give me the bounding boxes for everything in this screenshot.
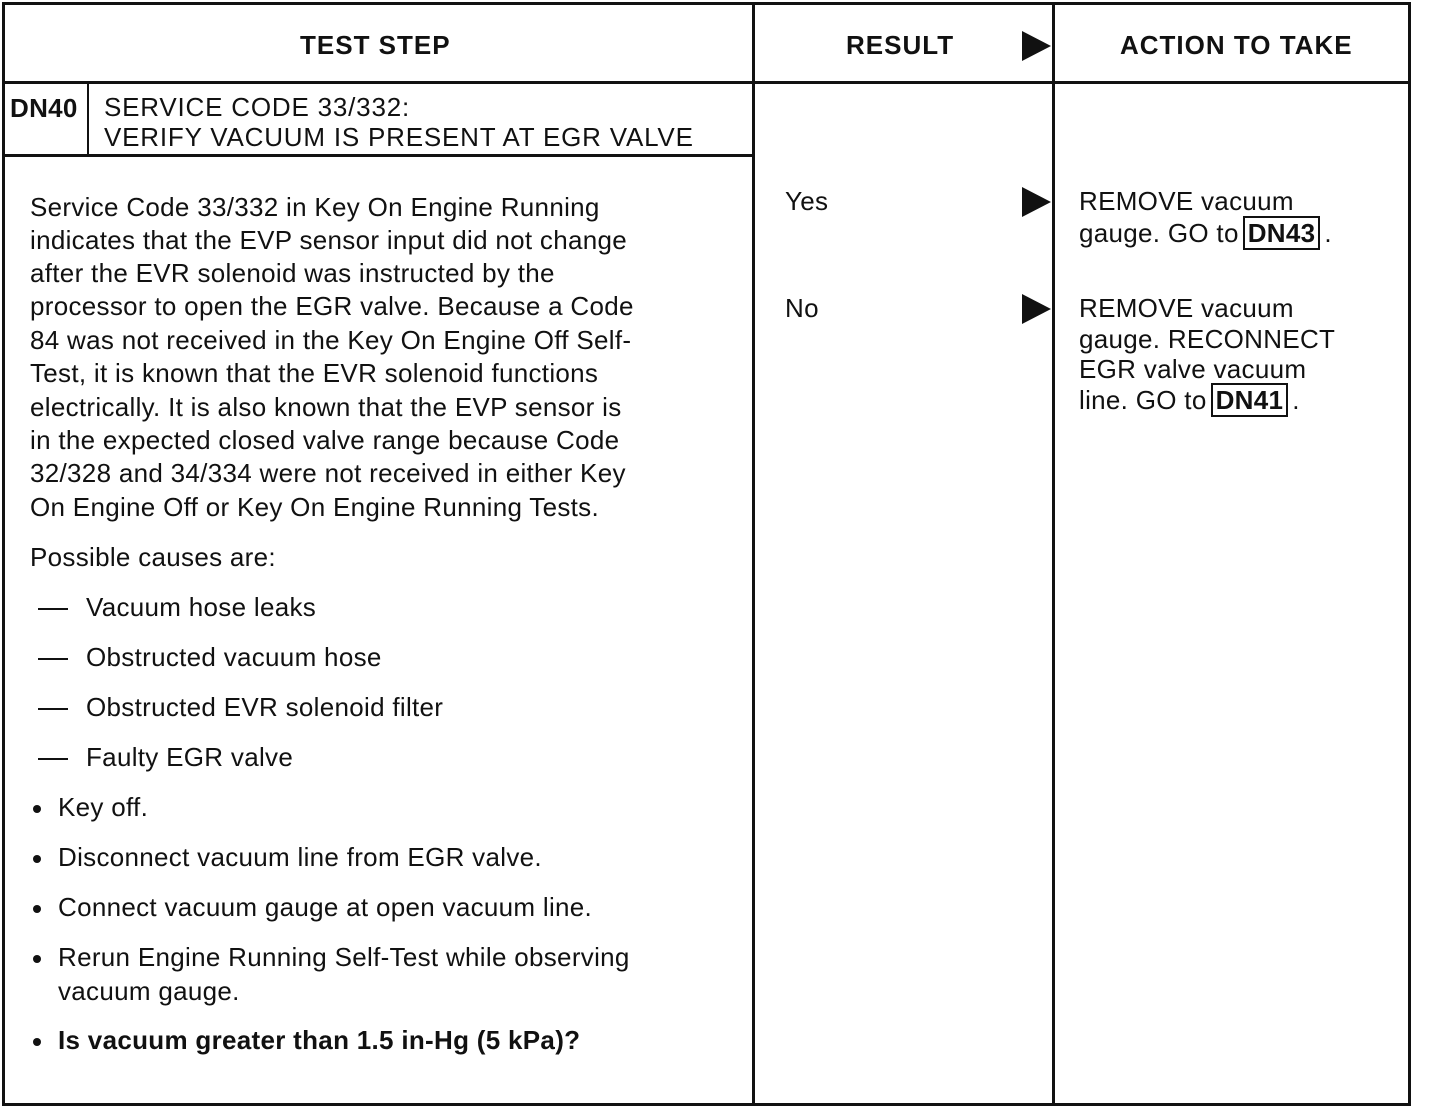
action-no-line3: EGR valve vacuum	[1079, 354, 1307, 384]
description-line: On Engine Off or Key On Engine Running Tests.	[30, 492, 599, 522]
table-border-right	[1408, 2, 1411, 1106]
action-no-line2: gauge. RECONNECT	[1079, 324, 1336, 354]
description-line: 84 was not received in the Key On Engine Off Self-	[30, 325, 632, 355]
step-title-line2: VERIFY VACUUM IS PRESENT AT EGR VALVE	[104, 122, 694, 152]
procedure-step: Connect vacuum gauge at open vacuum line.	[58, 892, 593, 922]
procedure-step: Disconnect vacuum line from EGR valve.	[58, 842, 542, 872]
description-line: Test, it is known that the EVR solenoid functions	[30, 358, 599, 388]
dash-icon	[38, 608, 68, 610]
header-arrow-icon	[1022, 31, 1051, 61]
table-border-bottom	[2, 1103, 1411, 1106]
result-yes: Yes	[785, 186, 829, 216]
procedure-step: Rerun Engine Running Self-Test while observing	[58, 942, 630, 972]
description-line: after the EVR solenoid was instructed by the	[30, 258, 555, 288]
description-line: indicates that the EVP sensor input did not change	[30, 225, 628, 255]
step-title-line1: SERVICE CODE 33/332:	[104, 92, 410, 122]
action-yes-line2	[1079, 217, 1332, 250]
bullet-icon	[33, 1038, 41, 1046]
column-divider-2	[1052, 2, 1055, 1106]
bullet-icon	[33, 855, 41, 863]
question: Is vacuum greater than 1.5 in-Hg (5 kPa)?	[58, 1025, 581, 1055]
procedure-step-continued: vacuum gauge.	[58, 976, 240, 1006]
cause-item: Obstructed EVR solenoid filter	[86, 692, 444, 722]
step-code: DN40	[10, 93, 78, 123]
cause-item: Obstructed vacuum hose	[86, 642, 382, 672]
action-yes-text: gauge. GO to	[1079, 218, 1239, 248]
action-no-text: line. GO to	[1079, 385, 1207, 415]
table-border-left	[2, 2, 5, 1106]
bullet-icon	[33, 905, 41, 913]
column-divider-1	[752, 2, 755, 1106]
result-no: No	[785, 293, 819, 323]
dash-icon	[38, 708, 68, 710]
action-no-period: .	[1292, 385, 1300, 415]
header-action: ACTION TO TAKE	[1120, 30, 1353, 60]
yes-arrow-icon	[1022, 187, 1051, 217]
description-line: processor to open the EGR valve. Because a Code	[30, 291, 634, 321]
header-divider	[2, 81, 1411, 84]
no-arrow-icon	[1022, 294, 1051, 324]
action-yes-line1: REMOVE vacuum	[1079, 186, 1294, 216]
cause-item: Vacuum hose leaks	[86, 592, 317, 622]
header-test-step: TEST STEP	[300, 30, 451, 60]
table-border-top	[2, 2, 1411, 5]
action-yes-period: .	[1324, 218, 1332, 248]
header-result: RESULT	[846, 30, 955, 60]
dn43-reference-link[interactable]: DN43	[1243, 216, 1321, 250]
action-no-line1: REMOVE vacuum	[1079, 293, 1294, 323]
step-title-divider	[2, 154, 755, 157]
dash-icon	[38, 658, 68, 660]
cause-item: Faulty EGR valve	[86, 742, 294, 772]
step-code-divider	[87, 84, 89, 156]
causes-intro: Possible causes are:	[30, 542, 276, 572]
action-no-line4	[1079, 384, 1300, 417]
description-line: Service Code 33/332 in Key On Engine Running	[30, 192, 600, 222]
description-line: in the expected closed valve range because Code	[30, 425, 620, 455]
dash-icon	[38, 758, 68, 760]
procedure-step: Key off.	[58, 792, 149, 822]
dn41-reference-link[interactable]: DN41	[1211, 383, 1289, 417]
bullet-icon	[33, 805, 41, 813]
description-line: 32/328 and 34/334 were not received in either Key	[30, 458, 626, 488]
description-line: electrically. It is also known that the EVP sensor is	[30, 392, 622, 422]
bullet-icon	[33, 955, 41, 963]
